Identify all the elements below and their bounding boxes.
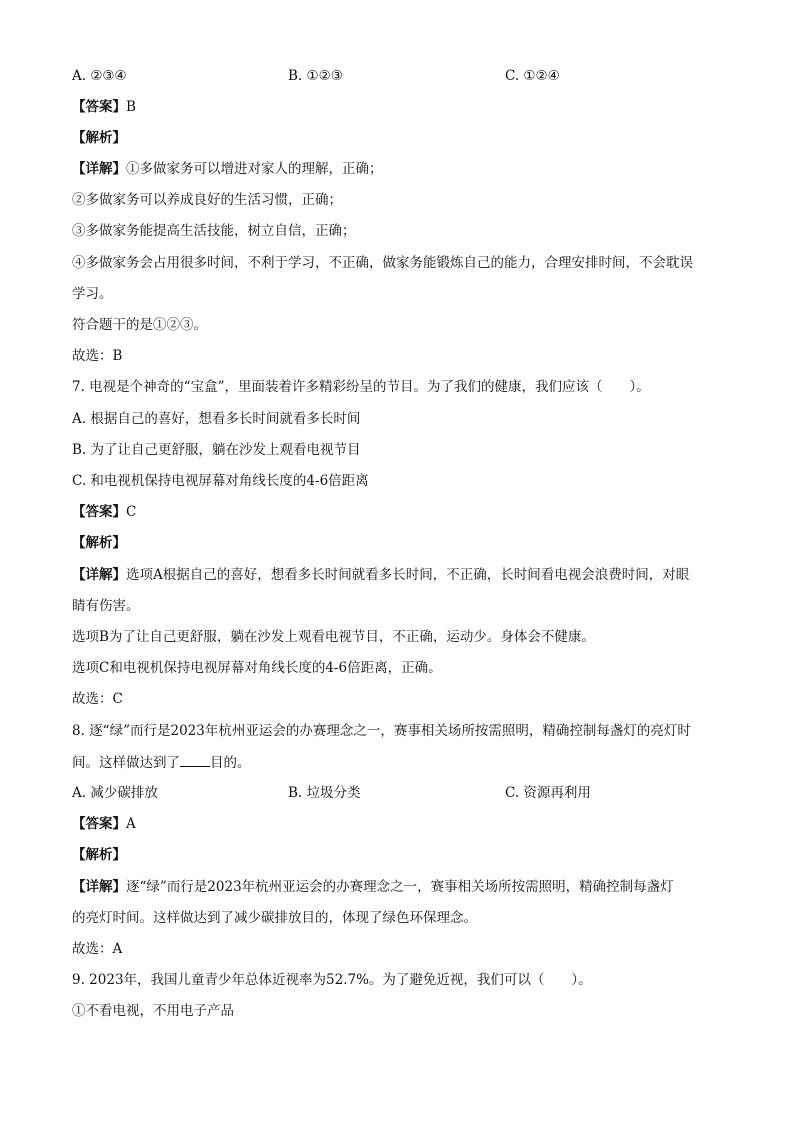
q7-stem: 7. 电视是个神奇的“宝盒”，里面装着许多精彩纷呈的节目。为了我们的健康，我们应该（ ）。 — [72, 379, 650, 395]
q8-option-c: C. 资源再利用 — [505, 785, 591, 801]
detail-tag: 【详解】 — [72, 161, 126, 177]
q9-stem: 9. 2023年，我国儿童青少年总体近视率为52.7%。为了避免近视，我们可以（ ）。 — [72, 972, 592, 988]
q6-option-a: A. ②③④ — [72, 68, 127, 84]
q6-answer — [72, 97, 136, 117]
q8-stem-line-1: 8. 逐“绿”而行是2023年杭州亚运会的办赛理念之一，赛事相关场所按需照明，精确控制每盏灯的亮灯时 — [72, 723, 691, 739]
q8-detail-line-2: 的亮灯时间。这样做达到了减少碳排放目的，体现了绿色环保理念。 — [72, 910, 477, 926]
detail-tag: 【详解】 — [72, 567, 126, 583]
answer-blank — [180, 752, 210, 767]
stem-text: 间。这样做达到了 — [72, 755, 180, 771]
q7-detail-line-2: 睛有伤害。 — [72, 598, 140, 614]
q6-options — [72, 66, 560, 86]
q6-detail-line-6: 符合题干的是①②③。 — [72, 317, 207, 333]
q8-options — [72, 783, 591, 803]
answer-tag: 【答案】 — [72, 504, 126, 520]
q8-analysis-tag: 【解析】 — [72, 847, 126, 863]
detail-tag: 【详解】 — [72, 879, 126, 895]
answer-value: C — [126, 504, 137, 520]
q8-choose: 故选：A — [72, 941, 123, 957]
q7-option-b: B. 为了让自己更舒服，躺在沙发上观看电视节目 — [72, 442, 361, 458]
q7-detail-line-1 — [72, 565, 689, 585]
q7-analysis-tag: 【解析】 — [72, 535, 126, 551]
q8-option-a: A. 减少碳排放 — [72, 785, 158, 801]
q6-detail-line-5: 学习。 — [72, 286, 113, 302]
q7-answer — [72, 502, 136, 522]
answer-tag: 【答案】 — [72, 99, 126, 115]
answer-tag: 【答案】 — [72, 816, 126, 832]
q6-detail-line-2: ②多做家务可以养成良好的生活习惯，正确； — [72, 192, 342, 208]
q8-stem-line-2 — [72, 752, 251, 773]
q8-detail-line-1 — [72, 877, 674, 897]
detail-text: ①多做家务可以增进对家人的理解，正确； — [126, 161, 383, 177]
q6-choose: 故选：B — [72, 348, 123, 364]
q6-detail-line-3: ③多做家务能提高生活技能，树立自信，正确； — [72, 223, 356, 239]
q7-detail-line-4: 选项C和电视机保持电视屏幕对角线长度的4-6倍距离，正确。 — [72, 660, 442, 676]
q7-detail-line-3: 选项B为了让自己更舒服，躺在沙发上观看电视节目，不正确，运动少。身体会不健康。 — [72, 629, 595, 645]
q6-detail-line-4: ④多做家务会占用很多时间，不利于学习，不正确，做家务能锻炼自己的能力，合理安排时间，不会耽误 — [72, 255, 693, 271]
q7-choose: 故选：C — [72, 691, 123, 707]
detail-text: 逐“绿”而行是2023年杭州亚运会的办赛理念之一，赛事相关场所按需照明，精确控制每盏灯 — [126, 879, 674, 895]
q7-option-a: A. 根据自己的喜好，想看多长时间就看多长时间 — [72, 411, 361, 427]
q6-analysis-tag: 【解析】 — [72, 130, 126, 146]
detail-text: 选项A根据自己的喜好，想看多长时间就看多长时间，不正确，长时间看电视会浪费时间，对眼 — [126, 567, 690, 583]
stem-text: 目的。 — [210, 755, 251, 771]
answer-value: B — [126, 99, 136, 115]
q9-item-1: ①不看电视，不用电子产品 — [72, 1003, 234, 1019]
q8-answer — [72, 814, 136, 834]
q6-detail-line-1 — [72, 159, 383, 179]
answer-value: A — [126, 816, 136, 832]
q6-option-c: C. ①②④ — [505, 68, 560, 84]
q7-option-c: C. 和电视机保持电视屏幕对角线长度的4-6倍距离 — [72, 473, 369, 489]
q6-option-b: B. ①②③ — [288, 68, 343, 84]
q8-option-b: B. 垃圾分类 — [288, 785, 361, 801]
